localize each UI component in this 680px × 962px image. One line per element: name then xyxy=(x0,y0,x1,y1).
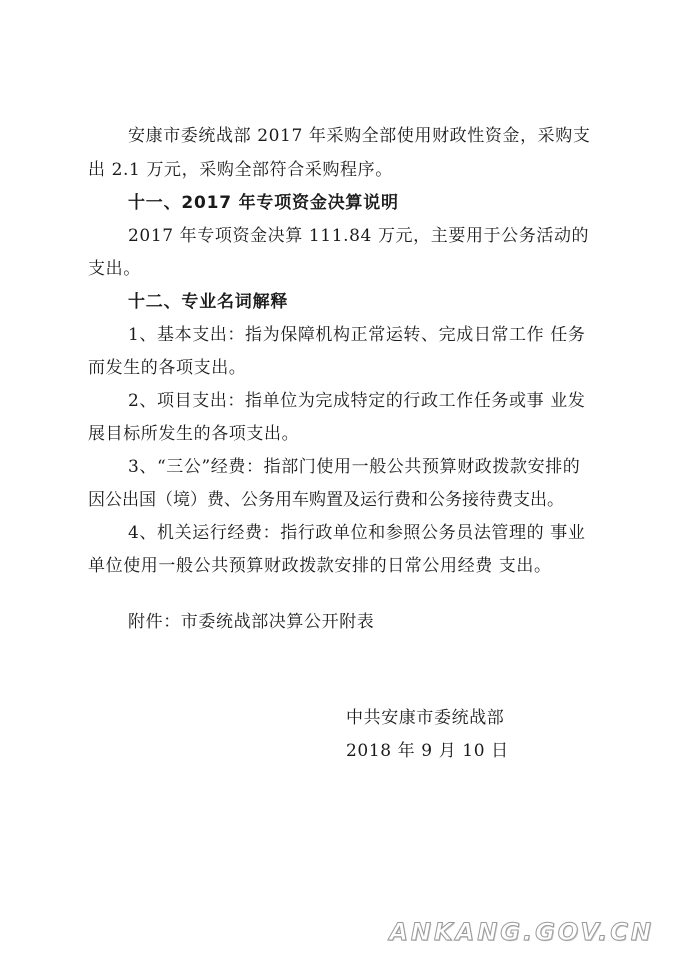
procurement-text-line-1: 安康市委统战部 2017 年采购全部使用财政性资金，采购支 xyxy=(128,126,591,146)
term-4-line-2: 单位使用一般公共预算财政拨款安排的日常公用经费 支出。 xyxy=(88,556,552,576)
section-11-text-line-2: 支出。 xyxy=(88,259,141,279)
section-11-heading: 十一、2017 年专项资金决算说明 xyxy=(128,193,399,213)
signature-organization: 中共安康市委统战部 xyxy=(346,708,505,728)
term-3-line-2: 因公出国（境）费、公务用车购置及运行费和公务接待费支出。 xyxy=(88,490,564,510)
term-2-line-1: 2、项目支出：指单位为完成特定的行政工作任务或事 业发 xyxy=(128,391,586,411)
procurement-text-line-2: 出 2.1 万元，采购全部符合采购程序。 xyxy=(88,160,393,180)
signature-date: 2018 年 9 月 10 日 xyxy=(346,741,509,761)
section-12-heading: 十二、专业名词解释 xyxy=(128,292,289,312)
attachment-note: 附件：市委统战部决算公开附表 xyxy=(128,612,375,632)
term-1-line-2: 而发生的各项支出。 xyxy=(88,358,247,378)
site-watermark: ANKANG.GOV.CN xyxy=(389,918,654,946)
term-4-line-1: 4、机关运行经费：指行政单位和参照公务员法管理的 事业 xyxy=(128,523,586,543)
term-3-line-1: 3、“三公”经费：指部门使用一般公共预算财政拨款安排的 xyxy=(128,457,581,477)
section-11-text-line-1: 2017 年专项资金决算 111.84 万元，主要用于公务活动的 xyxy=(128,226,590,246)
term-1-line-1: 1、基本支出：指为保障机构正常运转、完成日常工作 任务 xyxy=(128,325,586,345)
term-2-line-2: 展目标所发生的各项支出。 xyxy=(88,424,300,444)
